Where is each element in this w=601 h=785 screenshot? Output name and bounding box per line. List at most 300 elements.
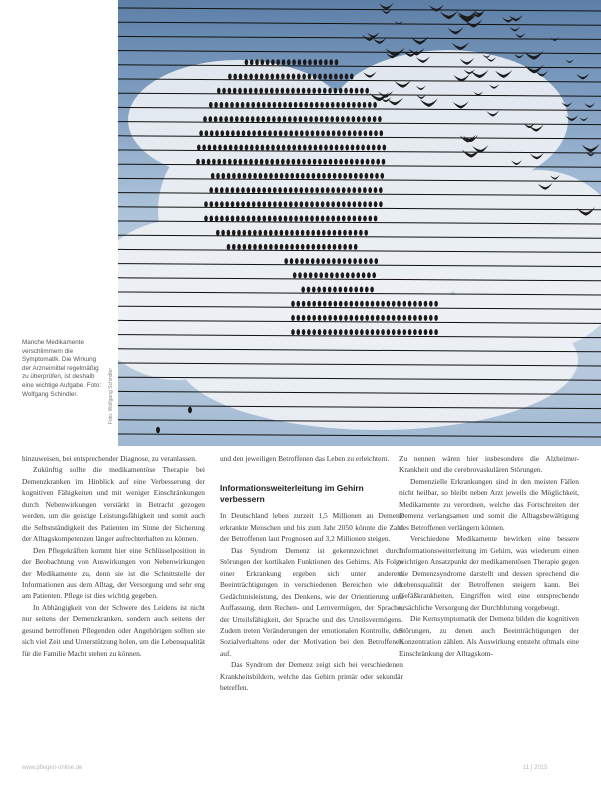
perched-bird xyxy=(316,130,320,136)
perched-bird xyxy=(297,159,301,165)
perched-bird xyxy=(263,130,267,136)
perched-bird xyxy=(322,173,326,179)
perched-bird xyxy=(333,287,337,293)
perched-bird xyxy=(281,88,285,94)
perched-bird xyxy=(302,329,306,335)
perched-bird xyxy=(370,173,374,179)
perched-bird xyxy=(339,74,343,80)
perched-bird xyxy=(358,201,362,207)
perched-bird xyxy=(381,301,385,307)
perched-bird xyxy=(283,116,287,122)
perched-bird xyxy=(289,130,293,136)
perched-bird xyxy=(341,116,345,122)
perched-bird xyxy=(317,287,321,293)
perched-bird xyxy=(276,59,280,65)
perched-bird xyxy=(231,216,235,222)
perched-bird xyxy=(337,216,341,222)
perched-bird xyxy=(255,159,259,165)
perched-bird xyxy=(209,102,213,108)
perched-bird xyxy=(220,216,224,222)
perched-bird xyxy=(299,102,303,108)
perched-bird xyxy=(263,216,267,222)
perched-bird xyxy=(299,116,303,122)
perched-bird xyxy=(373,116,377,122)
perched-bird xyxy=(328,173,332,179)
perched-bird xyxy=(285,173,289,179)
perched-bird xyxy=(358,130,362,136)
perched-bird xyxy=(220,201,224,207)
perched-bird xyxy=(268,187,272,193)
perched-bird xyxy=(333,244,337,250)
perched-bird xyxy=(303,145,307,151)
perched-bird xyxy=(307,329,311,335)
perched-bird xyxy=(289,102,293,108)
power-line xyxy=(118,434,601,437)
perched-bird xyxy=(306,244,310,250)
perched-bird xyxy=(268,130,272,136)
perched-bird xyxy=(217,159,221,165)
perched-bird xyxy=(252,187,256,193)
perched-bird xyxy=(254,88,258,94)
perched-bird xyxy=(285,230,289,236)
perched-bird xyxy=(256,116,260,122)
perched-bird xyxy=(312,301,316,307)
perched-bird xyxy=(244,88,248,94)
cover-photo xyxy=(118,0,601,446)
perched-bird xyxy=(247,201,251,207)
perched-bird xyxy=(205,130,209,136)
perched-bird xyxy=(236,216,240,222)
perched-bird xyxy=(307,315,311,321)
perched-bird xyxy=(374,130,378,136)
perched-bird xyxy=(341,272,345,278)
perched-bird xyxy=(291,88,295,94)
perched-bird xyxy=(301,173,305,179)
birds-on-wires-illustration xyxy=(118,0,601,446)
perched-bird xyxy=(257,187,261,193)
perched-bird xyxy=(258,230,262,236)
perched-bird xyxy=(331,216,335,222)
perched-bird xyxy=(355,329,359,335)
perched-bird xyxy=(295,258,299,264)
perched-bird xyxy=(220,187,224,193)
perched-bird xyxy=(257,201,261,207)
perched-bird xyxy=(263,201,267,207)
perched-bird xyxy=(318,74,322,80)
perched-bird xyxy=(222,88,226,94)
perched-bird xyxy=(247,187,251,193)
perched-bird xyxy=(313,74,317,80)
perched-bird xyxy=(357,102,361,108)
perched-bird xyxy=(339,315,343,321)
perched-bird xyxy=(370,287,374,293)
perched-bird xyxy=(284,130,288,136)
perched-bird xyxy=(302,88,306,94)
perched-bird xyxy=(233,159,237,165)
perched-bird xyxy=(236,187,240,193)
perched-bird xyxy=(274,130,278,136)
perched-bird xyxy=(241,102,245,108)
paragraph: Zu nennen wären hier insbesondere die Alzheimer-Krankheit und die cerebrovaskulären Störungen. xyxy=(399,454,579,475)
perched-bird xyxy=(275,88,279,94)
perched-bird xyxy=(188,407,192,413)
perched-bird xyxy=(278,216,282,222)
perched-bird xyxy=(292,74,296,80)
perched-bird xyxy=(253,230,257,236)
perched-bird xyxy=(302,301,306,307)
perched-bird xyxy=(367,272,371,278)
power-line xyxy=(118,36,601,39)
perched-bird xyxy=(223,159,227,165)
flying-bird xyxy=(584,103,595,108)
paragraph: Zukünftig sollte die medikamentöse Therapie bei Demenzkranken im Hinblick auf eine Verbesserung der kognitiven Fähigkeiten und mit weniger Einschränkungen durch Nebenwirkungen verstärkt in Betracht gezogen werden, um die geistige Leistungsfähigkeit und somit auch die Selbstständigkeit des Patienten im Sinne der Sicherung der Alltagskompetenzen länger aufrechterhalten zu können. xyxy=(22,465,205,544)
perched-bird xyxy=(334,159,338,165)
perched-bird xyxy=(314,145,318,151)
perched-bird xyxy=(323,301,327,307)
perched-bird xyxy=(239,74,243,80)
perched-bird xyxy=(320,116,324,122)
perched-bird xyxy=(278,201,282,207)
perched-bird xyxy=(215,216,219,222)
perched-bird xyxy=(336,116,340,122)
perched-bird xyxy=(323,159,327,165)
perched-bird xyxy=(209,187,213,193)
perched-bird xyxy=(424,315,428,321)
flying-bird xyxy=(448,27,464,35)
perched-bird xyxy=(342,216,346,222)
perched-bird xyxy=(372,145,376,151)
perched-bird xyxy=(369,216,373,222)
perched-bird xyxy=(363,201,367,207)
perched-bird xyxy=(270,159,274,165)
perched-bird xyxy=(345,159,349,165)
perched-bird xyxy=(293,272,297,278)
perched-bird xyxy=(290,230,294,236)
perched-bird xyxy=(227,173,231,179)
perched-bird xyxy=(228,159,232,165)
perched-bird xyxy=(245,145,249,151)
paragraph: Das Syndrom der Demenz zeigt sich bei verschiedenen Krankheitsbildern, welche das Gehirn primär oder sekundär betreffen. xyxy=(220,660,403,693)
perched-bird xyxy=(340,145,344,151)
perched-bird xyxy=(331,187,335,193)
perched-bird xyxy=(273,216,277,222)
perched-bird xyxy=(279,130,283,136)
perched-bird xyxy=(349,287,353,293)
perched-bird xyxy=(298,59,302,65)
perched-bird xyxy=(319,59,323,65)
perched-bird xyxy=(217,88,221,94)
perched-bird xyxy=(311,258,315,264)
perched-bird xyxy=(301,287,305,293)
perched-bird xyxy=(351,272,355,278)
perched-bird xyxy=(248,244,252,250)
text-column-1 xyxy=(22,453,205,659)
perched-bird xyxy=(261,145,265,151)
perched-bird xyxy=(228,74,232,80)
perched-bird xyxy=(318,329,322,335)
perched-bird xyxy=(234,145,238,151)
perched-bird xyxy=(363,102,367,108)
perched-bird xyxy=(360,88,364,94)
perched-bird xyxy=(243,173,247,179)
perched-bird xyxy=(265,159,269,165)
perched-bird xyxy=(329,159,333,165)
perched-bird xyxy=(325,272,329,278)
perched-bird xyxy=(207,159,211,165)
perched-bird xyxy=(337,201,341,207)
perched-bird xyxy=(434,315,438,321)
perched-bird xyxy=(271,59,275,65)
perched-bird xyxy=(330,116,334,122)
perched-bird xyxy=(306,173,310,179)
perched-bird xyxy=(242,130,246,136)
perched-bird xyxy=(361,145,365,151)
perched-bird xyxy=(344,301,348,307)
perched-bird xyxy=(225,216,229,222)
perched-bird xyxy=(335,145,339,151)
perched-bird xyxy=(369,130,373,136)
perched-bird xyxy=(323,88,327,94)
perched-bird xyxy=(364,230,368,236)
perched-bird xyxy=(284,258,288,264)
perched-bird xyxy=(349,244,353,250)
perched-bird xyxy=(268,216,272,222)
perched-bird xyxy=(365,287,369,293)
perched-bird xyxy=(261,59,265,65)
perched-bird xyxy=(202,159,206,165)
perched-bird xyxy=(342,187,346,193)
perched-bird xyxy=(243,244,247,250)
perched-bird xyxy=(251,116,255,122)
perched-bird xyxy=(374,187,378,193)
perched-bird xyxy=(210,130,214,136)
perched-bird xyxy=(362,116,366,122)
perched-bird xyxy=(231,187,235,193)
perched-bird xyxy=(268,201,272,207)
perched-bird xyxy=(241,187,245,193)
perched-bird xyxy=(330,272,334,278)
perched-bird xyxy=(272,116,276,122)
perched-bird xyxy=(392,329,396,335)
perched-bird xyxy=(318,301,322,307)
perched-bird xyxy=(354,287,358,293)
perched-bird xyxy=(335,272,339,278)
perched-bird xyxy=(203,116,207,122)
perched-bird xyxy=(336,102,340,108)
perched-bird xyxy=(378,116,382,122)
perched-bird xyxy=(308,159,312,165)
perched-bird xyxy=(321,216,325,222)
perched-bird xyxy=(346,272,350,278)
perched-bird xyxy=(269,173,273,179)
perched-bird xyxy=(322,230,326,236)
perched-bird xyxy=(252,216,256,222)
perched-bird xyxy=(371,315,375,321)
perched-bird xyxy=(236,201,240,207)
perched-bird xyxy=(323,287,327,293)
perched-bird xyxy=(337,258,341,264)
perched-bird xyxy=(237,173,241,179)
perched-bird xyxy=(334,74,338,80)
perched-bird xyxy=(317,244,321,250)
perched-bird xyxy=(214,116,218,122)
perched-bird xyxy=(209,116,213,122)
perched-bird xyxy=(327,244,331,250)
perched-bird xyxy=(324,145,328,151)
perched-bird xyxy=(328,287,332,293)
perched-bird xyxy=(347,216,351,222)
perched-bird xyxy=(403,329,407,335)
perched-bird xyxy=(265,88,269,94)
perched-bird xyxy=(228,88,232,94)
perched-bird xyxy=(334,329,338,335)
perched-bird xyxy=(429,329,433,335)
perched-bird xyxy=(227,230,231,236)
perched-bird xyxy=(241,201,245,207)
flying-bird xyxy=(452,42,469,50)
perched-bird xyxy=(369,258,373,264)
perched-bird xyxy=(360,287,364,293)
perched-bird xyxy=(244,159,248,165)
perched-bird xyxy=(250,145,254,151)
perched-bird xyxy=(352,116,356,122)
perched-bird xyxy=(252,201,256,207)
perched-bird xyxy=(262,102,266,108)
perched-bird xyxy=(367,145,371,151)
perched-bird xyxy=(289,216,293,222)
perched-bird xyxy=(317,173,321,179)
perched-bird xyxy=(360,315,364,321)
perched-bird xyxy=(312,173,316,179)
perched-bird xyxy=(232,173,236,179)
perched-bird xyxy=(249,159,253,165)
perched-bird xyxy=(274,230,278,236)
perched-bird xyxy=(363,216,367,222)
perched-bird xyxy=(298,145,302,151)
perched-bird xyxy=(233,88,237,94)
perched-bird xyxy=(276,74,280,80)
perched-bird xyxy=(365,329,369,335)
perched-bird xyxy=(307,287,311,293)
perched-bird xyxy=(321,130,325,136)
perched-bird xyxy=(233,74,237,80)
perched-bird xyxy=(329,59,333,65)
perched-bird xyxy=(260,159,264,165)
perched-bird xyxy=(224,116,228,122)
perched-bird xyxy=(266,59,270,65)
perched-bird xyxy=(359,173,363,179)
perched-bird xyxy=(328,329,332,335)
perched-bird xyxy=(237,230,241,236)
perched-bird xyxy=(392,301,396,307)
perched-bird xyxy=(338,173,342,179)
perched-bird xyxy=(287,59,291,65)
perched-bird xyxy=(434,329,438,335)
perched-bird xyxy=(429,301,433,307)
perched-bird xyxy=(286,74,290,80)
perched-bird xyxy=(298,272,302,278)
perched-bird xyxy=(278,187,282,193)
perched-bird xyxy=(323,329,327,335)
perched-bird xyxy=(297,88,301,94)
perched-bird xyxy=(348,130,352,136)
perched-bird xyxy=(311,230,315,236)
perched-bird xyxy=(360,301,364,307)
perched-bird xyxy=(371,329,375,335)
perched-bird xyxy=(343,244,347,250)
perched-bird xyxy=(355,301,359,307)
text-column-3 xyxy=(399,453,579,659)
perched-bird xyxy=(310,216,314,222)
power-line xyxy=(118,51,601,54)
perched-bird xyxy=(307,88,311,94)
perched-bird xyxy=(327,230,331,236)
perched-bird xyxy=(308,145,312,151)
perched-bird xyxy=(324,74,328,80)
perched-bird xyxy=(250,59,254,65)
flying-bird xyxy=(429,4,444,11)
perched-bird xyxy=(327,130,331,136)
perched-bird xyxy=(222,173,226,179)
perched-bird xyxy=(337,130,341,136)
perched-bird xyxy=(212,159,216,165)
power-line xyxy=(118,22,601,25)
paragraph: In Abhängigkeit von der Schwere des Leidens ist nicht nur seitens der Demenzkranken, sondern auch seitens der gesund betroffenen Pflegenden oder Angehörigen sollten sie sich viel Zeit und Unterstützung holen, um die Lebensqualität für die Familie Macht stehen zu können. xyxy=(22,602,205,658)
perched-bird xyxy=(350,74,354,80)
perched-bird xyxy=(156,427,160,433)
perched-bird xyxy=(216,230,220,236)
paragraph: Verschiedene Medikamente bewirken eine bessere Informationsweiterleitung im Gehirn, was wiederum einen wichtigen Ansatzpunkt der medikamentösen Therapie gegen die Demenzsyndrome darstellt und dessen sprechend die Lebensqualität der Betroffenen steigern kann. Bei Gefäßkrankheiten, Eingriffen wird eine entsprechende ursächliche Versorgung der Durchblutung vorgebeugt. xyxy=(399,534,579,612)
perched-bird xyxy=(321,201,325,207)
perched-bird xyxy=(418,315,422,321)
perched-bird xyxy=(408,315,412,321)
perched-bird xyxy=(314,59,318,65)
perched-bird xyxy=(339,329,343,335)
perched-bird xyxy=(326,102,330,108)
perched-bird xyxy=(292,145,296,151)
perched-bird xyxy=(374,216,378,222)
perched-bird xyxy=(283,102,287,108)
perched-bird xyxy=(371,301,375,307)
perched-bird xyxy=(312,244,316,250)
perched-bird xyxy=(295,130,299,136)
perched-bird xyxy=(229,145,233,151)
perched-bird xyxy=(381,173,385,179)
perched-bird xyxy=(347,201,351,207)
perched-bird xyxy=(332,258,336,264)
perched-bird xyxy=(271,74,275,80)
power-line xyxy=(118,8,601,11)
perched-bird xyxy=(308,74,312,80)
perched-bird xyxy=(266,145,270,151)
perched-bird xyxy=(273,187,277,193)
perched-bird xyxy=(300,216,304,222)
perched-bird xyxy=(392,315,396,321)
perched-bird xyxy=(292,59,296,65)
perched-bird xyxy=(286,88,290,94)
perched-bird xyxy=(320,102,324,108)
perched-bird xyxy=(202,145,206,151)
flying-bird xyxy=(510,26,521,31)
perched-bird xyxy=(281,74,285,80)
perched-bird xyxy=(259,88,263,94)
perched-bird xyxy=(271,145,275,151)
perched-bird xyxy=(312,287,316,293)
perched-bird xyxy=(338,244,342,250)
perched-bird xyxy=(232,230,236,236)
perched-bird xyxy=(264,244,268,250)
perched-bird xyxy=(252,130,256,136)
